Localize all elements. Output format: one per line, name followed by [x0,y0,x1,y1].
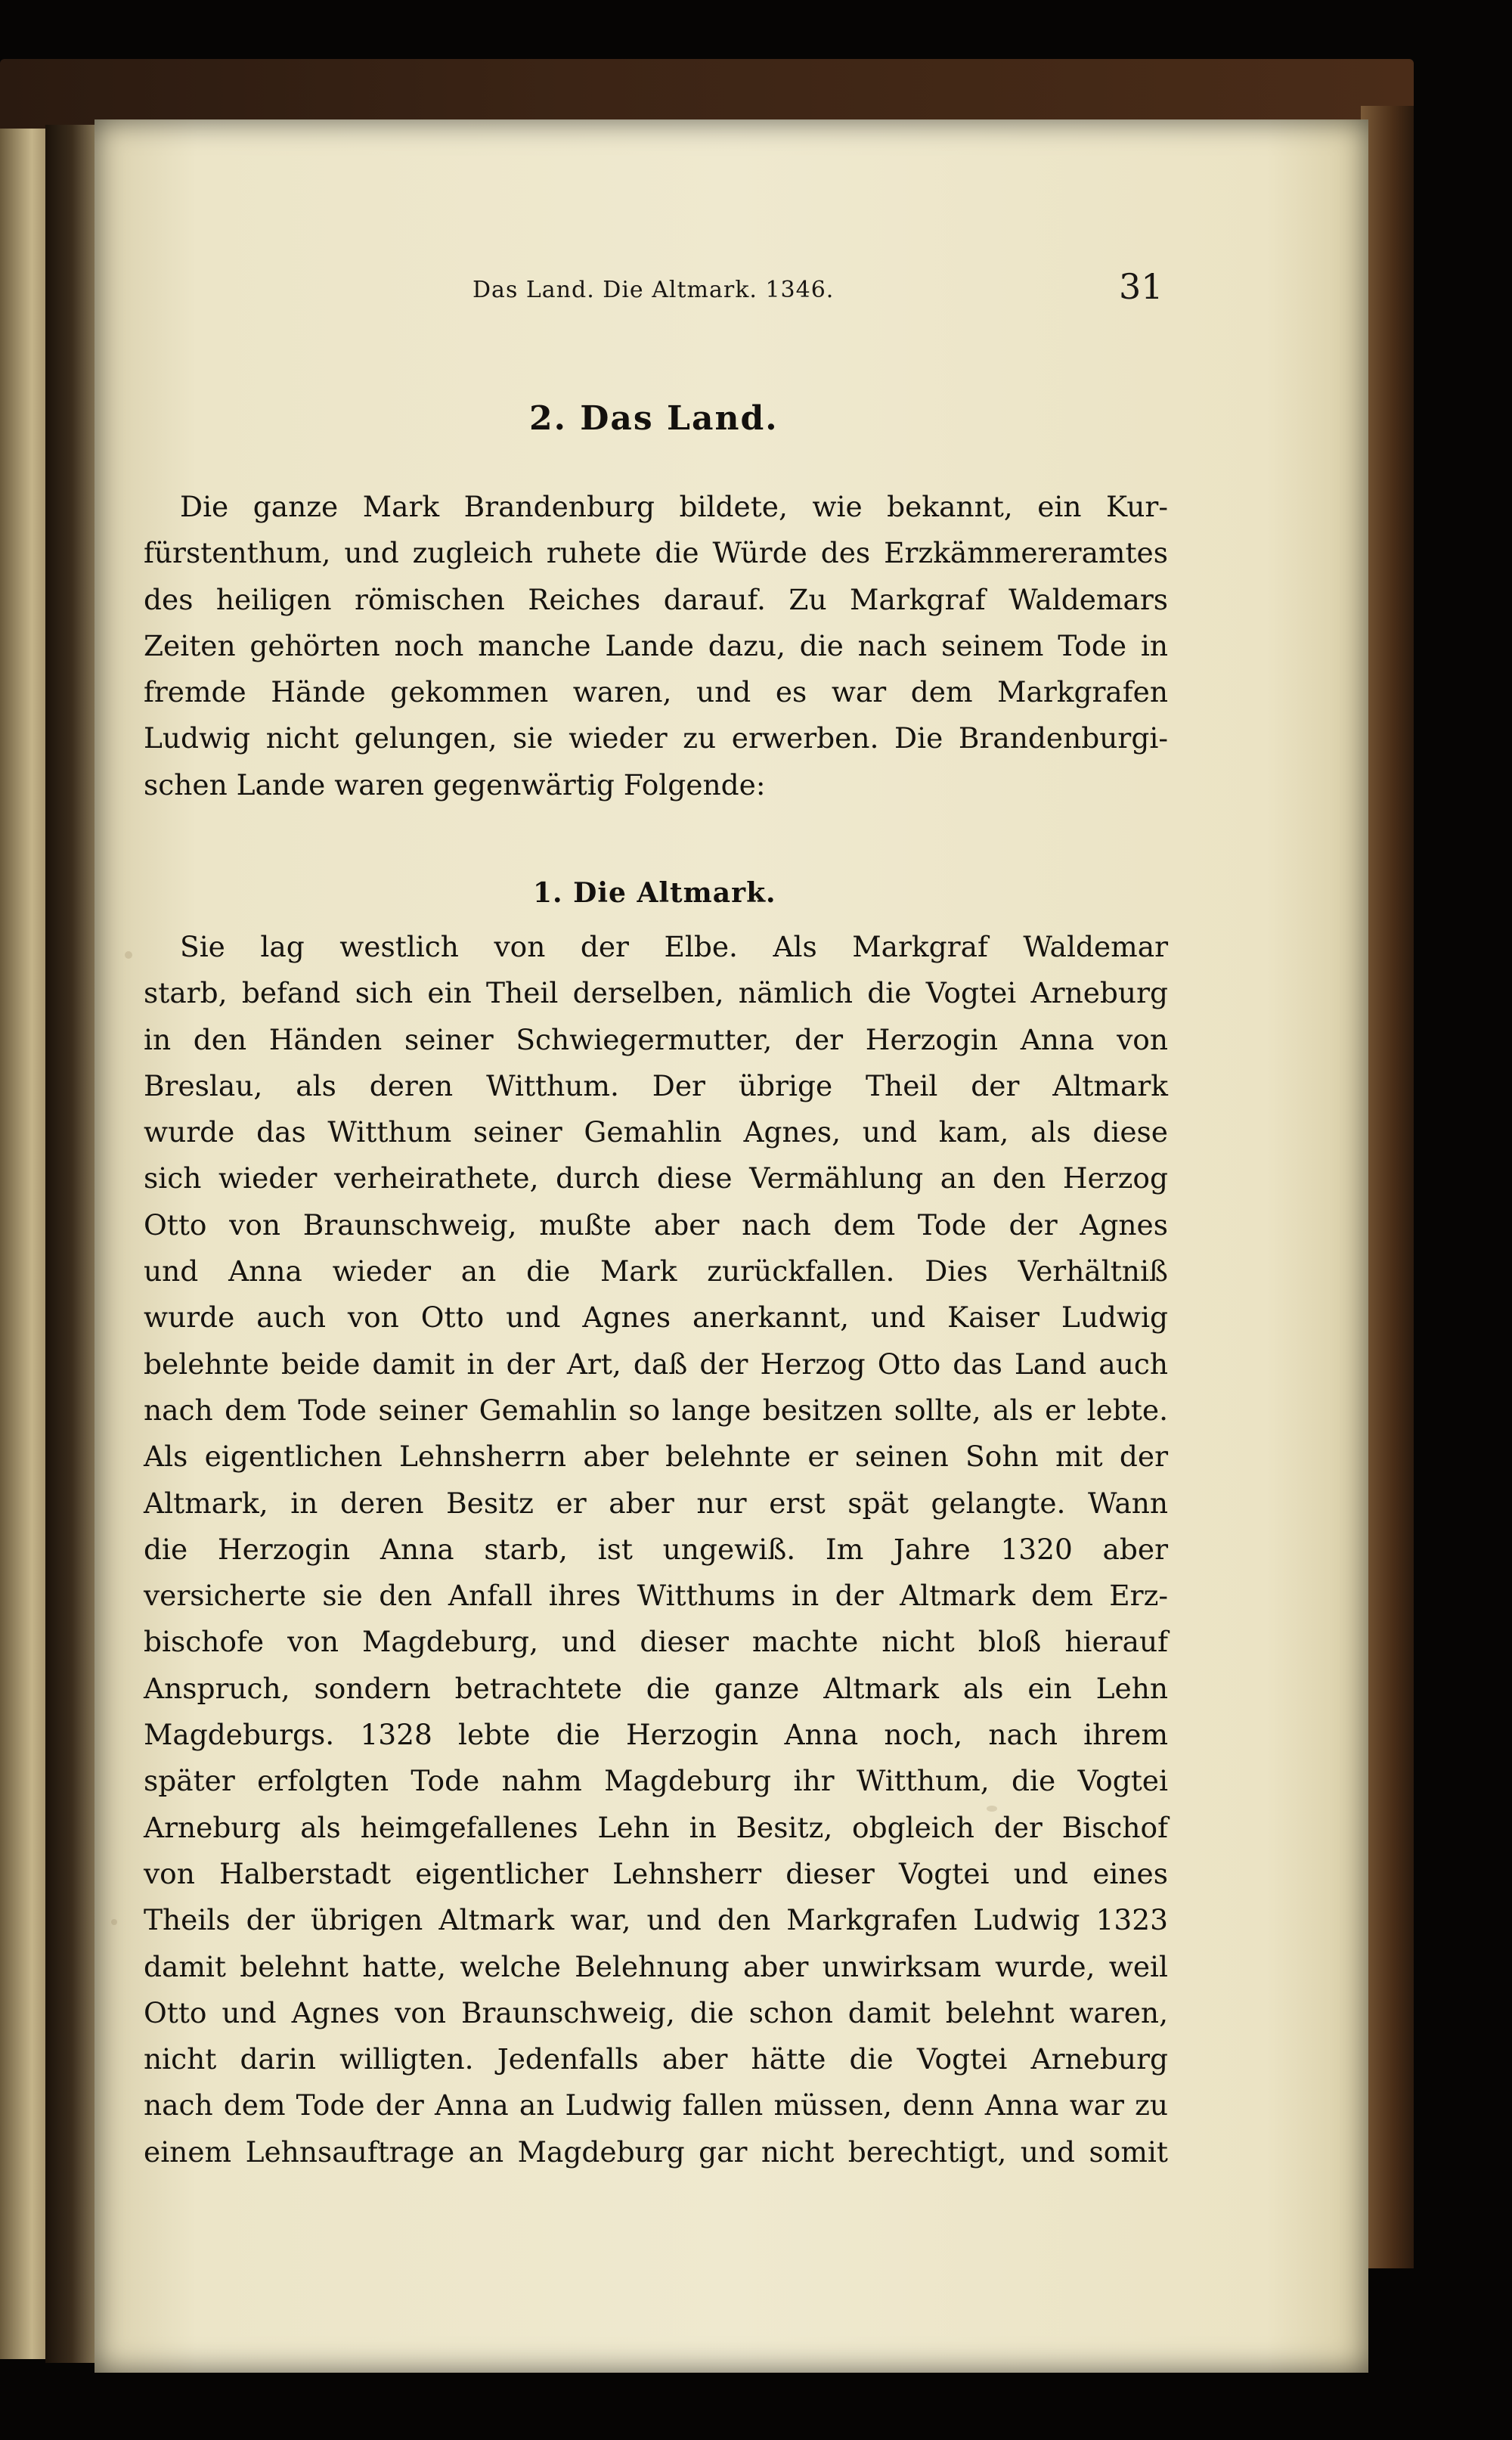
text-line: Die ganze Mark Brandenburg bildete, wie bekannt, ein Kur- [180,490,1168,523]
text-line: später erfolgten Tode nahm Magdeburg ihr Witthum, die Vogtei [144,1764,1168,1798]
text-line: Theils der übrigen Altmark war, und den Markgrafen Ludwig 1323 [144,1903,1168,1937]
text-line: nicht darin willigten. Jedenfalls aber hätte die Vogtei Arneburg [144,2042,1168,2076]
text-line: bischofe von Magdeburg, und dieser machte nicht bloß hierauf [144,1625,1168,1659]
paper-spot [111,1919,117,1925]
text-line: schen Lande waren gegenwärtig Folgende: [144,767,766,801]
section-heading: 2. Das Land. [529,399,779,438]
text-line: die Herzogin Anna starb, ist ungewiß. Im Jahre 1320 aber [144,1532,1168,1566]
text-line: nach dem Tode der Anna an Ludwig fallen müssen, denn Anna war zu [144,2088,1168,2122]
text-line: Anspruch, sondern betrachtete die ganze Altmark als ein Lehn [144,1671,1168,1705]
text-line: sich wieder verheirathete, durch diese Vermählung an den Herzog [144,1161,1168,1195]
page-stack-edge [1361,106,1414,2268]
text-line: wurde auch von Otto und Agnes anerkannt, und Kaiser Ludwig [144,1301,1168,1335]
text-line: Arneburg als heimgefallenes Lehn in Besitz, obgleich der Bischof [144,1810,1168,1844]
text-line: von Halberstadt eigentlicher Lehnsherr dieser Vogtei und eines [144,1856,1168,1890]
paragraph-altmark [144,924,1168,2175]
text-line: Otto von Braunschweig, mußte aber nach dem Tode der Agnes [144,1208,1168,1242]
text-line: damit belehnt hatte, welche Belehnung aber unwirksam wurde, weil [144,1949,1168,1983]
paragraph-intro [144,484,1168,808]
text-line: fremde Hände gekommen waren, und es war dem Markgrafen [144,675,1168,709]
running-head: Das Land. Die Altmark. 1346. [472,277,835,303]
text-line: in den Händen seiner Schwiegermutter, der Herzogin Anna von [144,1022,1168,1056]
text-line: Zeiten gehörten noch manche Lande dazu, die nach seinem Tode in [144,628,1168,662]
text-line: starb, befand sich ein Theil derselben, nämlich die Vogtei Arneburg [144,976,1168,1010]
text-line: fürstenthum, und zugleich ruhete die Würde des Erzkämmereramtes [144,536,1168,570]
sub-heading: 1. Die Altmark. [533,877,776,909]
text-line: des heiligen römischen Reiches darauf. Zu Markgraf Waldemars [144,582,1168,616]
left-page-edge [0,129,45,2359]
text-line: Altmark, in deren Besitz er aber nur erst spät gelangte. Wann [144,1486,1168,1520]
text-line: Breslau, als deren Witthum. Der übrige Theil der Altmark [144,1068,1168,1102]
text-line: belehnte beide damit in der Art, daß der Herzog Otto das Land auch [144,1347,1168,1381]
text-line: Magdeburgs. 1328 lebte die Herzogin Anna noch, nach ihrem [144,1718,1168,1752]
text-line: und Anna wieder an die Mark zurückfallen. Dies Verhältniß [144,1254,1168,1288]
text-line: versicherte sie den Anfall ihres Witthums in der Altmark dem Erz- [144,1579,1168,1613]
text-line: einem Lehnsauftrage an Magdeburg gar nicht berechtigt, und somit [144,2135,1168,2169]
book-gutter [45,125,98,2363]
text-line: Sie lag westlich von der Elbe. Als Markgraf Waldemar [180,930,1168,963]
text-line: Als eigentlichen Lehnsherrn aber belehnte er seinen Sohn mit der [144,1440,1168,1474]
text-line: Otto und Agnes von Braunschweig, die schon damit belehnt waren, [144,1995,1168,2029]
page-number: 31 [1119,266,1163,307]
paper-spot [125,951,132,959]
text-line: Ludwig nicht gelungen, sie wieder zu erwerben. Die Brandenburgi- [144,721,1168,755]
text-line: nach dem Tode seiner Gemahlin so lange besitzen sollte, als er lebte. [144,1393,1168,1427]
text-line: wurde das Witthum seiner Gemahlin Agnes, und kam, als diese [144,1115,1168,1149]
